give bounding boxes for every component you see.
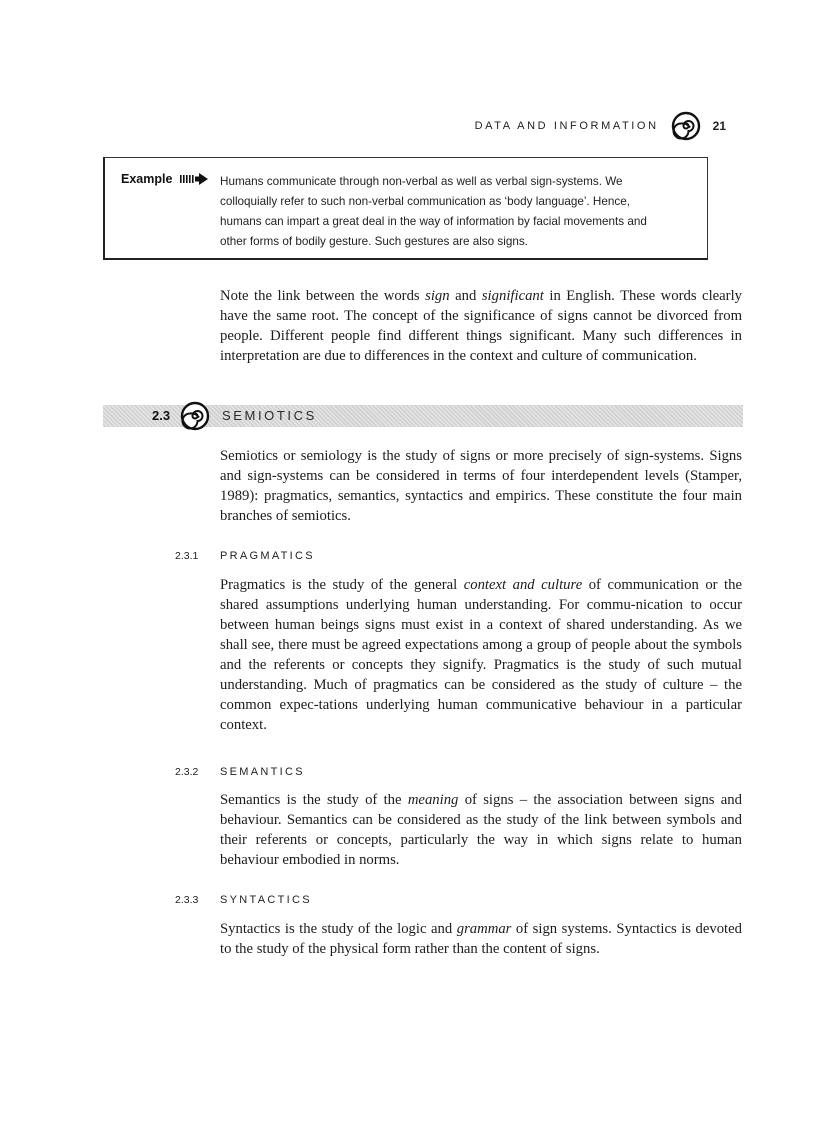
subsection-number: 2.3.1 xyxy=(175,550,199,562)
example-line: other forms of bodily gesture. Such gestures are also signs. xyxy=(220,235,528,248)
text-run: of signs – the association between signs and behaviour. Semantics can be considered as the study of the link between symbols and their referents or concepts, particularly the way in which signs relate to human behaviour embodied in norms. xyxy=(220,792,742,868)
subsection-number: 2.3.3 xyxy=(175,894,199,906)
subsection-number: 2.3.2 xyxy=(175,766,199,778)
text-run: of sign systems. Syntactics is devoted to the study of the physical form rather than the content of signs. xyxy=(220,921,742,957)
running-header xyxy=(475,111,726,141)
subsection-title: SEMANTICS xyxy=(220,766,305,778)
text-run: Pragmatics is the study of the general xyxy=(220,577,464,593)
running-title: DATA AND INFORMATION xyxy=(474,120,659,132)
page-number: 21 xyxy=(712,119,726,133)
syntactics-paragraph xyxy=(220,919,742,959)
example-line: humans can impart a great deal in the way of information by facial movements and xyxy=(220,215,647,228)
emphasis: grammar xyxy=(456,921,512,937)
pragmatics-paragraph xyxy=(220,575,742,735)
section-number: 2.3 xyxy=(152,408,171,423)
emphasis: sign xyxy=(425,288,450,304)
intro-paragraph xyxy=(220,286,742,366)
text-run: Note the link between the words xyxy=(220,288,426,304)
semantics-paragraph xyxy=(220,790,742,870)
example-label xyxy=(121,172,208,186)
example-line: colloquially refer to such non-verbal communication as ‘body language’. Hence, xyxy=(220,195,630,208)
text-run: Semantics is the study of the xyxy=(220,792,408,808)
subsection-title: PRAGMATICS xyxy=(220,550,315,562)
text-run: and xyxy=(449,288,482,304)
example-text xyxy=(220,172,706,252)
arrow-right-icon xyxy=(180,173,208,185)
section-title: SEMIOTICS xyxy=(222,408,317,423)
emphasis: meaning xyxy=(407,792,459,808)
text-run: in English. These words clearly have the same root. The concept of the significance of signs cannot be divorced from people. Different people find different things significant. Many such differences in interpretation are due to differences in the context and culture of communication. xyxy=(220,288,742,364)
example-line: Humans communicate through non-verbal as well as verbal sign-systems. We xyxy=(220,175,623,188)
spiral-icon xyxy=(180,401,210,431)
example-label-text: Example xyxy=(121,172,173,186)
text-run: of communication or the shared assumptions underlying human understanding. For commu-nication to occur between human beings signs must exist in a context of shared understanding. As we shall see, there must be agreed expectations among a group of people about the symbols and the referents or concepts they signify. Pragmatics is the study of such mutual understanding. Much of pragmatics can be considered as the study of culture – the common expec-tations underlying human communicative behaviour in a particular context. xyxy=(220,577,742,733)
semiotics-paragraph: Semiotics or semiology is the study of signs or more precisely of sign-systems. Signs and sign-systems can be considered in terms of four interdependent levels (Stamper, 1989): pragmatics, semantics, syntactics and empirics. These constitute the four main branches of semiotics. xyxy=(220,448,742,524)
emphasis: significant xyxy=(481,288,544,304)
text-run: Syntactics is the study of the logic and xyxy=(220,921,457,937)
subsection-title: SYNTACTICS xyxy=(220,894,312,906)
emphasis: context and culture xyxy=(463,577,583,593)
spiral-icon xyxy=(671,111,701,141)
